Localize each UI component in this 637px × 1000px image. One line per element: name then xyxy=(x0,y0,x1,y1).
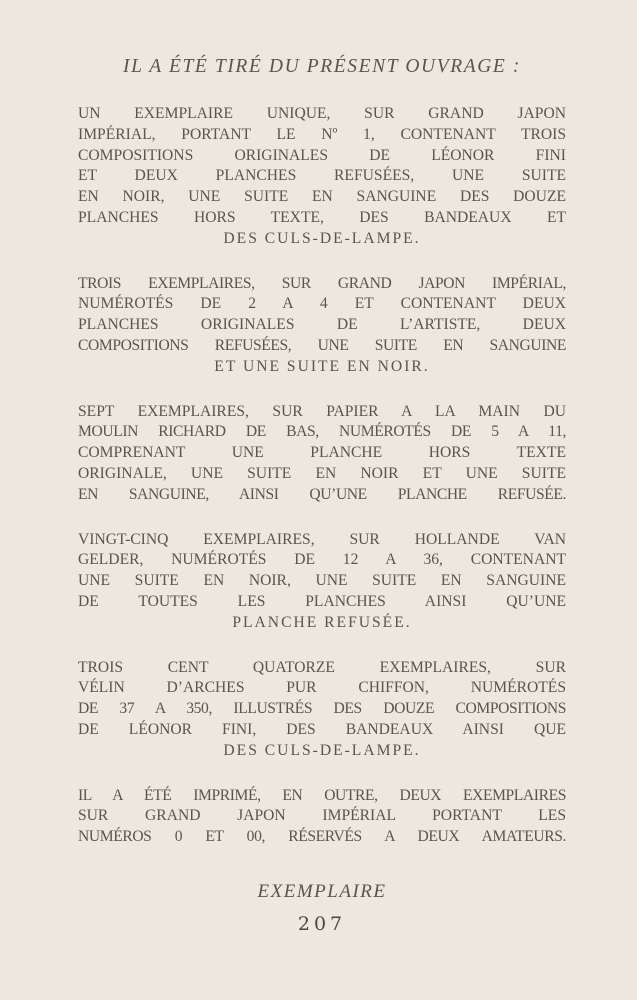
text-line: GELDER, NUMÉROTÉS DE 12 A 36, CONTENANT xyxy=(78,551,566,569)
text-line: PLANCHES HORS TEXTE, DES BANDEAUX ET xyxy=(78,208,566,226)
text-line: DE TOUTES LES PLANCHES AINSI QU’UNE xyxy=(78,592,566,610)
edition-paragraph-amateurs xyxy=(78,786,566,848)
text-line: VINGT-CINQ EXEMPLAIRES, SUR HOLLANDE VAN xyxy=(78,530,566,548)
text-line: IL A ÉTÉ IMPRIMÉ, EN OUTRE, DEUX EXEMPLAIRES xyxy=(78,786,566,804)
colophon-heading: IL A ÉTÉ TIRÉ DU PRÉSENT OUVRAGE : xyxy=(123,56,521,77)
text-line: ORIGINALE, UNE SUITE EN NOIR ET UNE SUITE xyxy=(78,464,566,482)
text-line: COMPOSITIONS ORIGINALES DE LÉONOR FINI xyxy=(78,146,566,164)
text-line-last: PLANCHE REFUSÉE. xyxy=(232,613,412,631)
text-line: NUMÉROS 0 ET 00, RÉSERVÉS A DEUX AMATEURS. xyxy=(78,828,566,846)
text-line: IMPÉRIAL, PORTANT LE Nº 1, CONTENANT TROIS xyxy=(78,125,566,143)
text-line: MOULIN RICHARD DE BAS, NUMÉROTÉS DE 5 A 11, xyxy=(78,423,566,441)
text-line-last: DES CULS-DE-LAMPE. xyxy=(223,741,421,759)
text-line: TROIS CENT QUATORZE EXEMPLAIRES, SUR xyxy=(78,658,566,676)
text-line: UN EXEMPLAIRE UNIQUE, SUR GRAND JAPON xyxy=(78,105,566,122)
text-line: UNE SUITE EN NOIR, UNE SUITE EN SANGUINE xyxy=(78,572,566,590)
text-line: EN SANGUINE, AINSI QU’UNE PLANCHE REFUSÉE. xyxy=(78,485,566,503)
exemplaire-label: EXEMPLAIRE xyxy=(257,880,387,902)
text-line: COMPRENANT UNE PLANCHE HORS TEXTE xyxy=(78,444,566,462)
text-line: COMPOSITIONS REFUSÉES, UNE SUITE EN SANGUINE xyxy=(78,336,566,354)
text-line: DE 37 A 350, ILLUSTRÉS DES DOUZE COMPOSITIONS xyxy=(78,700,566,718)
exemplaire-number: 207 xyxy=(297,912,347,935)
edition-paragraph-hollande xyxy=(78,530,566,634)
text-line: PLANCHES ORIGINALES DE L’ARTISTE, DEUX xyxy=(78,316,566,334)
text-line: EN NOIR, UNE SUITE EN SANGUINE DES DOUZE xyxy=(78,188,566,206)
edition-paragraph-richard-de-bas xyxy=(78,402,566,506)
text-line: TROIS EXEMPLAIRES, SUR GRAND JAPON IMPÉRIAL, xyxy=(78,274,566,292)
edition-paragraph-japon xyxy=(78,274,566,378)
text-line: VÉLIN D’ARCHES PUR CHIFFON, NUMÉROTÉS xyxy=(78,679,566,697)
text-line: SEPT EXEMPLAIRES, SUR PAPIER A LA MAIN DU xyxy=(78,402,566,420)
text-line: ET DEUX PLANCHES REFUSÉES, UNE SUITE xyxy=(78,167,566,185)
text-line: NUMÉROTÉS DE 2 A 4 ET CONTENANT DEUX xyxy=(78,295,566,313)
text-line: SUR GRAND JAPON IMPÉRIAL PORTANT LES xyxy=(78,807,566,825)
text-line: DE LÉONOR FINI, DES BANDEAUX AINSI QUE xyxy=(78,720,566,738)
edition-paragraph-unique xyxy=(78,104,566,250)
edition-paragraph-velin xyxy=(78,658,566,762)
text-line-last: ET UNE SUITE EN NOIR. xyxy=(214,357,430,375)
colophon-page xyxy=(78,56,566,935)
text-line-last: DES CULS-DE-LAMPE. xyxy=(223,229,421,247)
